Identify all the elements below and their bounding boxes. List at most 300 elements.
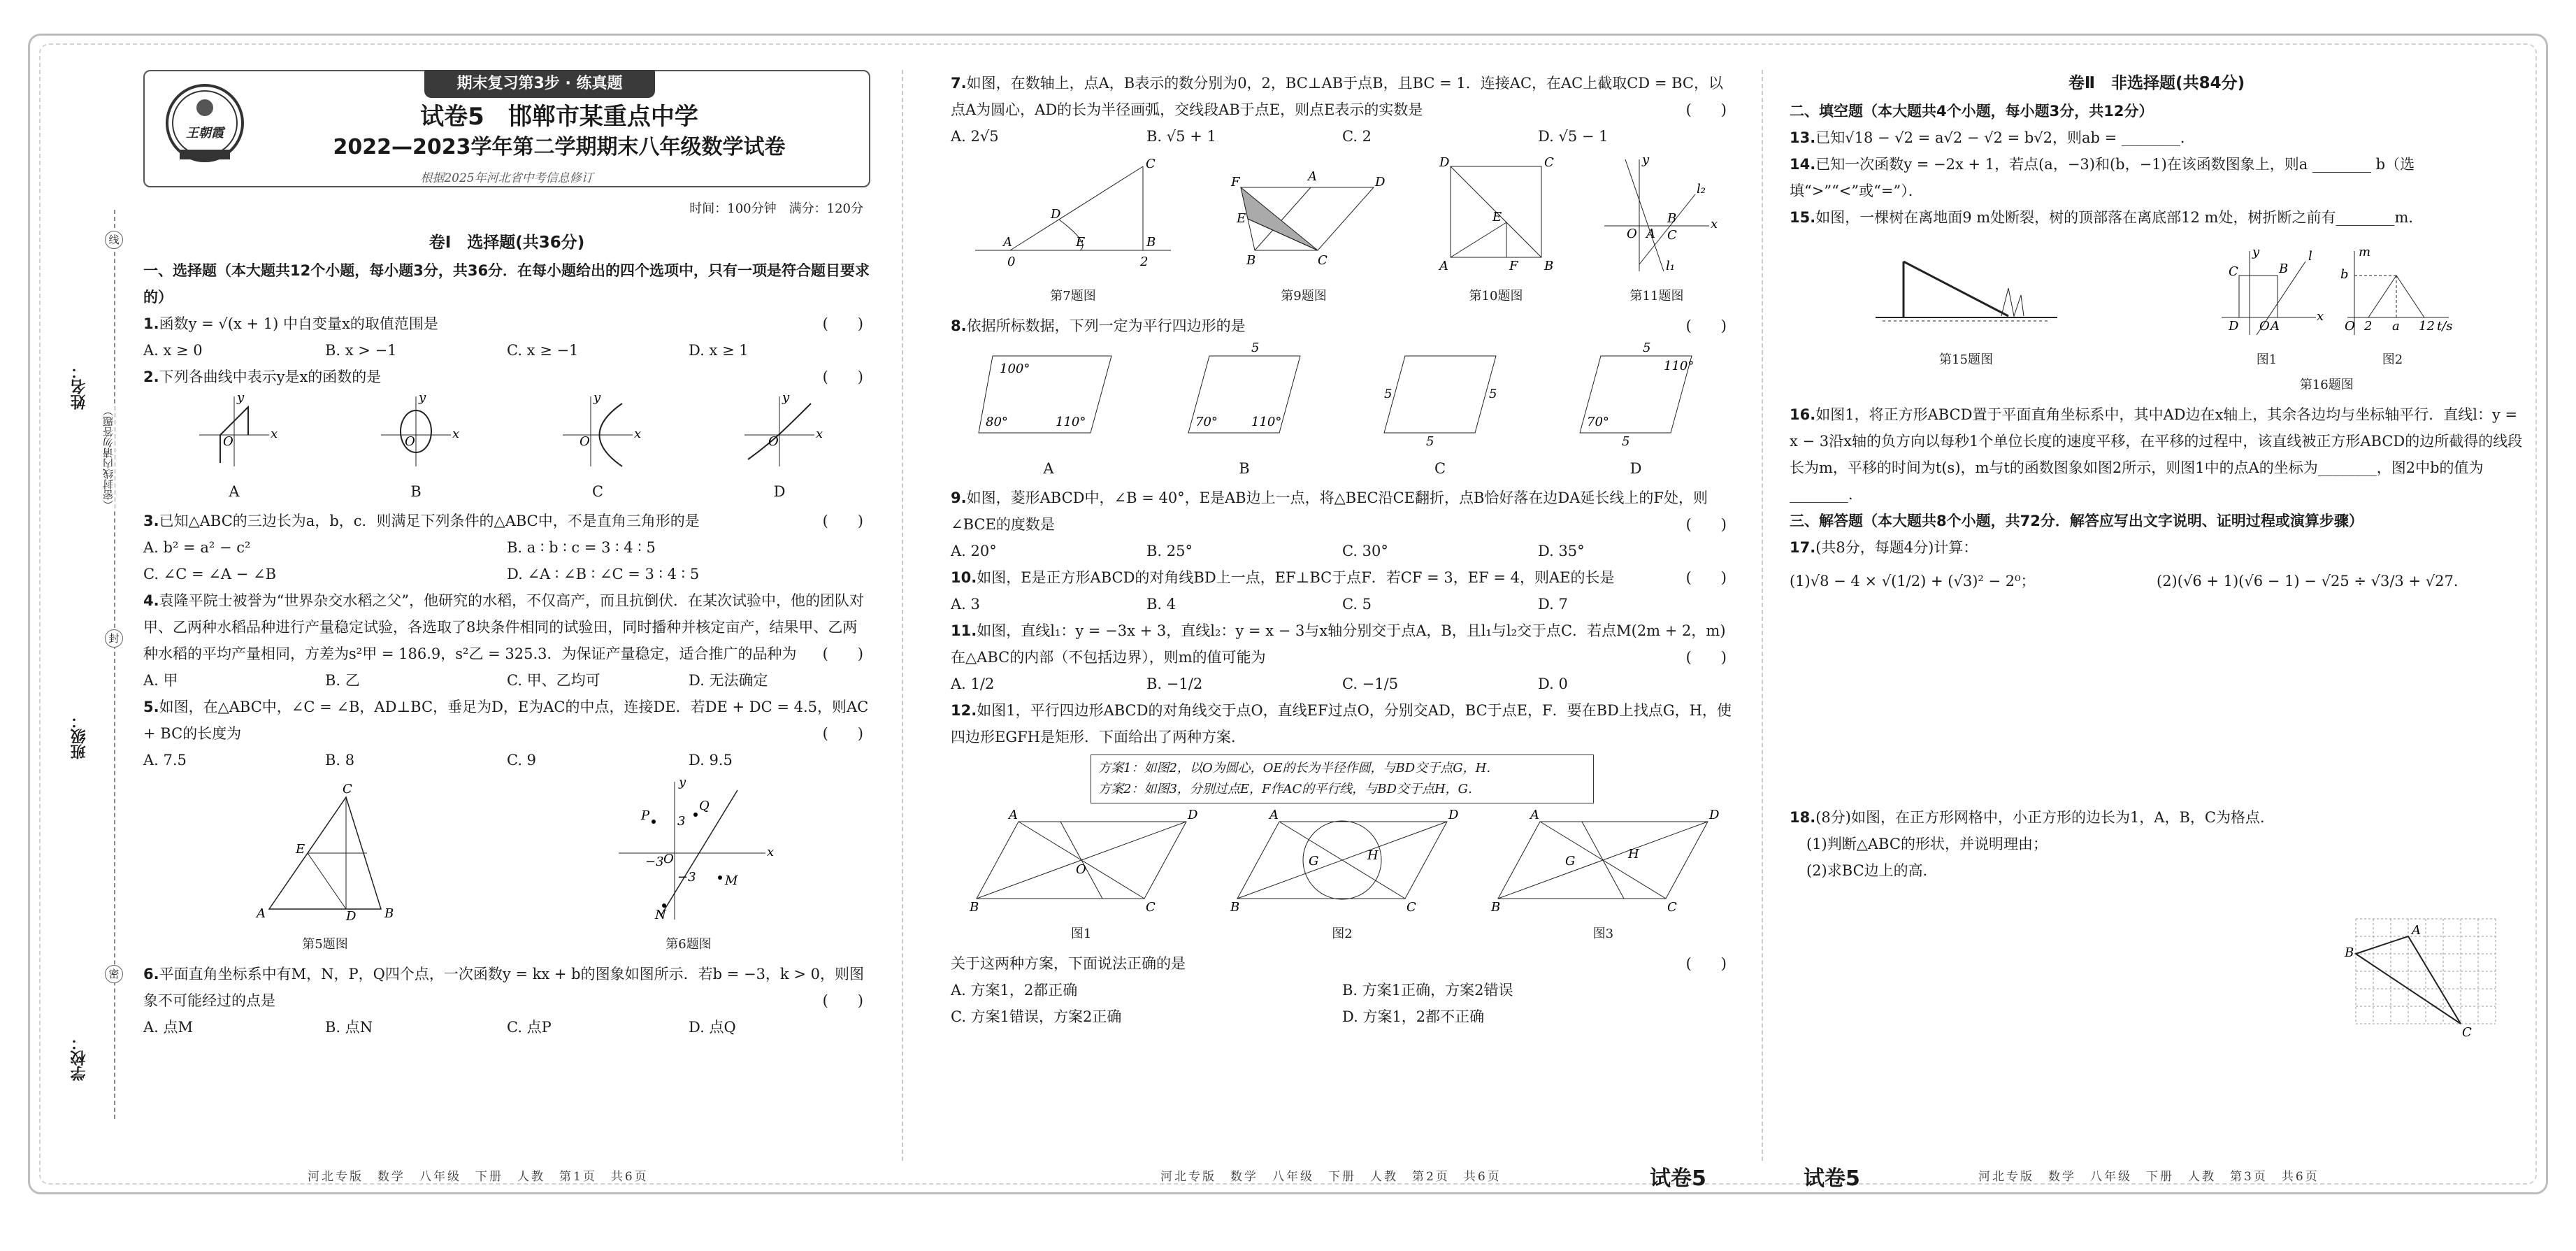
option-a[interactable]: A. 甲	[143, 672, 178, 689]
svg-text:G: G	[1308, 854, 1319, 868]
question-number: 15.	[1790, 209, 1816, 226]
svg-text:A: A	[1646, 227, 1655, 241]
option-c[interactable]: C. 甲、乙均可	[507, 672, 600, 689]
svg-text:80°: 80°	[986, 415, 1008, 429]
option-d[interactable]: D. 0	[1538, 675, 1568, 692]
question-10-options	[951, 591, 1734, 617]
option-a[interactable]: A	[1043, 460, 1054, 477]
figure-caption: 图1	[1070, 927, 1092, 941]
svg-text:A: A	[257, 906, 266, 921]
question-number: 4.	[143, 592, 159, 609]
page-footer: 河北专版 数学 八年级 下册 人教 第3页 共6页	[1978, 1170, 2319, 1184]
curve-graph-a	[192, 390, 278, 470]
option-c[interactable]: C. 5	[1342, 596, 1372, 613]
question-9: 9.如图，菱形ABCD中，∠B = 40°，E是AB边上一点，将△BEC沿CE翻折，点B恰好落在边DA延长线上的F处，则∠BCE的度数是 ( )	[951, 489, 1727, 533]
svg-text:B: B	[2278, 262, 2288, 276]
question-12	[951, 697, 1734, 750]
option-b[interactable]: B. √5 + 1	[1146, 128, 1216, 145]
svg-text:5: 5	[1622, 434, 1630, 449]
svg-text:l: l	[2308, 249, 2312, 264]
seal-mark: 封	[105, 629, 123, 648]
question-5-options	[143, 747, 870, 773]
svg-text:A: A	[1269, 808, 1279, 822]
square-figure	[1430, 152, 1562, 275]
question-text: 如图，一棵树在离地面9 m处断裂，树的顶部落在离底部12 m处，树折断之前有________m．	[1815, 209, 2424, 226]
question-number: 16.	[1790, 406, 1816, 423]
exam-header	[143, 70, 870, 187]
logo-seal	[164, 80, 245, 178]
question-number: 12.	[951, 702, 977, 719]
svg-text:B: B	[1146, 235, 1156, 250]
option-a[interactable]: A. 点M	[143, 1019, 194, 1036]
svg-text:110°: 110°	[1251, 415, 1282, 429]
svg-text:D: D	[1709, 808, 1720, 822]
question-text: 依据所标数据，下列一定为平行四边形的是	[966, 317, 1246, 334]
svg-text:D: D	[1187, 808, 1198, 822]
exam-label: 试卷5	[1650, 1166, 1706, 1191]
question-text: 下列各曲线中表示y是x的函数的是	[159, 369, 382, 385]
option-c[interactable]: C. 方案1错误，方案2正确	[951, 1008, 1122, 1025]
svg-text:−3: −3	[645, 855, 664, 869]
svg-text:E: E	[1492, 210, 1502, 224]
option-d[interactable]: D. √5 − 1	[1538, 128, 1609, 145]
question-18-figure-area	[1790, 884, 2524, 1045]
svg-text:D: D	[346, 909, 357, 924]
svg-text:x: x	[634, 427, 642, 441]
option-d[interactable]: D. 7	[1538, 596, 1568, 613]
svg-text:a: a	[2391, 319, 2400, 334]
quadrilateral-d	[1559, 342, 1713, 447]
svg-text:B: B	[1667, 211, 1677, 226]
parallelogram-figure-3	[1491, 808, 1720, 915]
question-text: 如图，E是正方形ABCD的对角线BD上一点，EF⊥BC于点F．若CF = 3，EF = 4，则AE的长是	[977, 569, 1615, 586]
triangle-figure	[241, 783, 409, 923]
svg-text:m: m	[2358, 245, 2370, 259]
option-b[interactable]: B. 25°	[1146, 543, 1193, 559]
coordinate-figure	[605, 775, 775, 923]
question-number: 9.	[951, 489, 967, 506]
option-c[interactable]: C. ∠C = ∠A − ∠B	[143, 566, 277, 582]
option-b[interactable]: B. −1/2	[1146, 675, 1203, 692]
svg-text:x: x	[2316, 309, 2324, 324]
parallelogram-figure-1	[969, 808, 1198, 915]
exam-title: 试卷5 邯郸市某重点中学	[420, 103, 698, 131]
section-2-instructions: 二、填空题（本大题共4个小题，每小题3分，共12分）	[1790, 103, 2154, 120]
svg-text:F: F	[1231, 175, 1240, 190]
question-number: 3.	[143, 513, 159, 529]
question-16-caption-row	[1790, 372, 2524, 399]
quadrilateral-c	[1363, 342, 1517, 447]
seal-mark: 密	[105, 965, 123, 983]
svg-text:5: 5	[1643, 341, 1651, 355]
question-text: (8分)如图，在正方形网格中，小正方形的边长为1，A，B，C为格点．	[1815, 809, 2275, 826]
figure-caption: 第11题图	[1629, 289, 1684, 303]
option-d[interactable]: D. 方案1，2都不正确	[1342, 1008, 1485, 1025]
svg-text:C: C	[2228, 264, 2238, 279]
svg-text:O: O	[2344, 319, 2355, 334]
sub-question-1: (1)判断△ABC的形状，并说明理由；	[1806, 836, 2048, 852]
question-3: 3.已知△ABC的三边长为a，b，c．则满足下列条件的△ABC中，不是直角三角形的是 ( )	[143, 513, 863, 529]
svg-text:B: B	[1491, 900, 1501, 915]
option-a[interactable]: A. b² = a² − c²	[143, 539, 251, 556]
svg-text:5: 5	[1489, 387, 1497, 401]
option-d[interactable]: D. 9.5	[689, 752, 733, 769]
question-5: 5.如图，在△ABC中，∠C = ∠B，AD⊥BC，垂足为D，E为AC的中点，连接DE．若DE + DC = 4.5，则AC + BC的长度为 ( )	[143, 699, 869, 742]
svg-text:100°: 100°	[1000, 362, 1030, 376]
svg-text:C: C	[1544, 155, 1554, 170]
option-d[interactable]: D. 无法确定	[689, 672, 768, 689]
question-4: 4.袁隆平院士被誉为“世界杂交水稻之父”，他研究的水稻，不仅高产，而且抗倒伏．在某次试验中，他的团队对甲、乙两种水稻品种进行产量稳定试验，各选取了8块条件相同的试验田，同时播种并核定亩产，结果甲、乙两种水稻的平均产量相同，方差为s²甲 = 186.9，s²乙 = 325.3．为保证产量稳定，适合推广的品种为 ( )	[143, 592, 865, 662]
review-banner: 期末复习第3步 · 练真题	[424, 70, 655, 98]
svg-text:D: D	[1375, 175, 1386, 190]
option-a[interactable]: A. 7.5	[143, 752, 187, 769]
question-12-prompt: 关于这两种方案，下面说法正确的是 ( )	[951, 955, 1727, 972]
question-number: 6.	[143, 966, 159, 982]
question-7-11-figures	[951, 152, 1734, 310]
lines-figure	[1597, 152, 1716, 275]
svg-text:5: 5	[1426, 434, 1434, 449]
svg-text:O: O	[580, 434, 590, 449]
page-3	[1790, 70, 2524, 1045]
svg-text:H: H	[1367, 848, 1379, 863]
question-text: 如图，直线l₁：y = −3x + 3，直线l₂：y = x − 3与x轴分别交于点A，B，且l₁与l₂交于点C．若点M(2m + 2，m)在△ABC的内部（不包括边界），则m的值可能为	[951, 622, 1726, 666]
question-8-figures	[951, 342, 1734, 482]
svg-text:B: B	[1246, 253, 1256, 268]
question-15	[1790, 204, 2524, 231]
svg-text:C: C	[1145, 900, 1156, 915]
svg-text:D: D	[1448, 808, 1459, 822]
question-2-figures	[143, 390, 870, 505]
svg-text:y: y	[2252, 245, 2259, 259]
parallelogram-figure-2	[1230, 808, 1459, 915]
svg-text:t/s: t/s	[2436, 319, 2453, 334]
svg-text:A: A	[2270, 319, 2280, 334]
svg-text:C: C	[1318, 253, 1327, 268]
option-a[interactable]: A. 2√5	[951, 128, 999, 145]
curve-graph-d	[737, 390, 823, 470]
section-1-instructions: 一、选择题（本大题共12个小题，每小题3分，共36分．在每小题给出的四个选项中，只有一项是符合题目要求的）	[143, 262, 870, 306]
svg-text:D: D	[2228, 319, 2238, 334]
question-text: (共8分，每题4分)计算：	[1815, 539, 1978, 556]
part-2-heading: 卷Ⅱ 非选择题(共84分)	[2068, 74, 2245, 92]
figure-caption: 第10题图	[1469, 289, 1523, 303]
option-d[interactable]: D. x ≥ 1	[689, 342, 749, 359]
svg-text:70°: 70°	[1587, 415, 1609, 429]
svg-text:C: C	[1667, 900, 1678, 915]
page-footer: 河北专版 数学 八年级 下册 人教 第1页 共6页	[308, 1170, 649, 1184]
school-label: 学校：	[71, 1035, 88, 1081]
svg-text:y: y	[593, 390, 601, 405]
svg-text:M: M	[725, 873, 738, 888]
plan-1: 方案1：如图2，以O为圆心，OE的长为半径作圆，与BD交于点G，H．	[1098, 761, 1499, 775]
svg-text:3: 3	[677, 814, 686, 829]
plans-box	[1091, 755, 1594, 803]
question-15-16-figures	[1790, 234, 2524, 373]
svg-text:70°: 70°	[1195, 415, 1218, 429]
sub-question-2: (2)求BC边上的高．	[1806, 862, 1938, 879]
question-text: 如图，在数轴上，点A，B表示的数分别为0，2，BC⊥AB于点B，且BC = 1．连接AC，在AC上截取CD = BC，以点A为圆心，AD的长为半径画弧，交线段AB于点E，则点E表示的实数是	[951, 75, 1723, 118]
figure-caption: 图1	[2256, 352, 2278, 367]
svg-text:A: A	[2412, 923, 2421, 938]
option-c[interactable]: C. x ≥ −1	[507, 342, 579, 359]
question-text: 如图，菱形ABCD中，∠B = 40°，E是AB边上一点，将△BEC沿CE翻折，点B恰好落在边DA延长线上的F处，则∠BCE的度数是	[951, 489, 1708, 533]
quadrilateral-a	[972, 342, 1125, 447]
answer-space	[1790, 594, 2524, 804]
svg-text:l₂: l₂	[1697, 182, 1706, 196]
option-c[interactable]: C. −1/5	[1342, 675, 1399, 692]
figure-caption: 图3	[1592, 927, 1614, 941]
question-8: 8.依据所标数据，下列一定为平行四边形的是 ( )	[951, 317, 1727, 334]
figure-caption: 图2	[2382, 352, 2403, 367]
question-2: 2.下列各曲线中表示y是x的函数的是 ( )	[143, 369, 863, 385]
column-divider	[1762, 70, 1763, 1161]
figure-caption: 第6题图	[665, 937, 712, 952]
question-1-options	[143, 337, 870, 364]
svg-text:O: O	[1627, 227, 1637, 241]
part-1-heading: 卷Ⅰ 选择题(共36分)	[429, 234, 585, 252]
question-17-expressions	[1790, 568, 2524, 594]
option-b[interactable]: B. 方案1正确，方案2错误	[1342, 982, 1513, 999]
svg-text:y: y	[1642, 152, 1650, 167]
option-c[interactable]: C. 点P	[507, 1019, 552, 1036]
svg-text:Q: Q	[699, 799, 710, 813]
svg-text:C: C	[1146, 157, 1156, 171]
question-7-options	[951, 123, 1734, 150]
number-line-figure	[968, 152, 1178, 275]
exam-label: 试卷5	[1804, 1166, 1860, 1191]
rhombus-figure	[1213, 152, 1395, 275]
option-a[interactable]: A. 方案1，2都正确	[951, 982, 1078, 999]
question-3-options	[143, 561, 870, 587]
question-text: 已知一次函数y = −2x + 1，若点(a，−3)和(b，−1)在该函数图象上，则a ________ b（选填“>”“<”或“=”）．	[1790, 156, 2415, 199]
question-6-options	[143, 1014, 870, 1041]
question-12-options	[951, 977, 1734, 1003]
option-c[interactable]: C. 2	[1342, 128, 1372, 145]
class-label: 班级：	[71, 713, 88, 759]
question-11: 11.如图，直线l₁：y = −3x + 3，直线l₂：y = x − 3与x轴分别交于点A，B，且l₁与l₂交于点C．若点M(2m + 2，m)在△ABC的内部（不包括边界），则m的值可能为 ( )	[951, 622, 1727, 666]
svg-text:5: 5	[1384, 387, 1393, 401]
question-text: 如图，在△ABC中，∠C = ∠B，AD⊥BC，垂足为D，E为AC的中点，连接DE．若DE + DC = 4.5，则AC + BC的长度为	[143, 699, 869, 742]
option-d[interactable]: D. ∠A ∶ ∠B ∶ ∠C = 3 ∶ 4 ∶ 5	[507, 566, 700, 582]
exam-time: 时间：100分钟 满分：120分	[689, 201, 863, 216]
question-number: 14.	[1790, 156, 1816, 173]
option-b[interactable]: B	[410, 483, 422, 500]
svg-text:A: A	[1003, 235, 1012, 250]
seal-hint: （密封线内请勿答题）	[102, 406, 115, 510]
question-text: 已知√18 − √2 = a√2 − √2 = b√2，则ab = ________．	[1815, 129, 2195, 146]
curve-graph-c	[556, 390, 642, 470]
question-4-options	[143, 667, 870, 694]
svg-text:F: F	[1509, 259, 1518, 273]
svg-text:H: H	[1628, 847, 1640, 862]
svg-text:x: x	[767, 845, 775, 859]
name-label: 姓名：	[71, 364, 88, 410]
option-c[interactable]: C. 30°	[1342, 543, 1388, 559]
question-number: 18.	[1790, 809, 1816, 826]
svg-text:P: P	[641, 808, 650, 823]
option-b[interactable]: B. 乙	[325, 672, 360, 689]
question-12-options	[951, 1003, 1734, 1030]
svg-text:A: A	[1439, 259, 1448, 273]
exam-subtitle: 2022—2023学年第二学期期末八年级数学试卷	[333, 135, 786, 159]
broken-tree-figure	[1862, 234, 2071, 338]
svg-text:A: A	[1308, 169, 1317, 184]
expression-1: (1)√8 − 4 × √(1/2) + (√3)² − 2⁰；	[1790, 573, 2036, 589]
question-number: 5.	[143, 699, 159, 715]
svg-text:x: x	[1711, 217, 1718, 231]
svg-text:E: E	[1237, 211, 1246, 226]
option-b[interactable]: B. a ∶ b ∶ c = 3 ∶ 4 ∶ 5	[507, 539, 656, 556]
question-text: 已知△ABC的三边长为a，b，c．则满足下列条件的△ABC中，不是直角三角形的是	[159, 513, 700, 529]
svg-text:2: 2	[2363, 319, 2372, 334]
svg-text:5: 5	[1251, 341, 1260, 355]
svg-text:N: N	[655, 908, 666, 922]
figure-caption: 第9题图	[1281, 289, 1327, 303]
question-number: 2.	[143, 369, 159, 385]
question-13	[1790, 124, 2524, 151]
expression-2: (2)(√6 + 1)(√6 − 1) − √25 ÷ √3/3 + √27．	[2157, 573, 2468, 589]
question-1: 1.函数y = √(x + 1) 中自变量x的取值范围是 ( )	[143, 315, 863, 332]
svg-text:C: C	[1667, 228, 1677, 243]
question-12-figures	[951, 808, 1734, 948]
svg-text:O: O	[1075, 862, 1086, 877]
question-number: 13.	[1790, 129, 1816, 146]
page-2	[951, 70, 1734, 1030]
question-text: 函数y = √(x + 1) 中自变量x的取值范围是	[159, 315, 438, 332]
option-b[interactable]: B. 4	[1146, 596, 1177, 613]
svg-text:O: O	[405, 434, 415, 449]
option-d[interactable]: D	[773, 483, 786, 500]
question-text: 如图1，平行四边形ABCD的对角线交于点O，直线EF过点O，分别交AD，BC于点E，F．要在BD上找点G，H，使四边形EGFH是矩形．下面给出了两种方案．	[951, 702, 1732, 745]
svg-text:B: B	[384, 906, 394, 921]
svg-text:B: B	[1230, 900, 1240, 915]
question-number: 7.	[951, 75, 967, 92]
figure-caption: 第16题图	[2299, 378, 2354, 392]
svg-text:D: D	[1051, 207, 1061, 222]
option-b[interactable]: B. 点N	[325, 1019, 373, 1036]
question-text: 关于这两种方案，下面说法正确的是	[951, 955, 1186, 972]
svg-text:O: O	[2259, 319, 2270, 334]
svg-text:B: B	[2345, 945, 2354, 960]
option-a[interactable]: A. 1/2	[951, 675, 995, 692]
grid-triangle-figure	[2342, 905, 2503, 1038]
question-16	[1790, 401, 2524, 508]
svg-text:−3: −3	[677, 870, 696, 885]
figure-caption: 第15题图	[1939, 352, 1993, 367]
option-b[interactable]: B. x > −1	[325, 342, 397, 359]
binding-strip	[69, 210, 124, 1119]
question-5-6-figures	[143, 776, 870, 958]
page-1	[143, 70, 870, 1041]
seal-mark: 线	[105, 231, 123, 249]
option-b[interactable]: B	[1239, 460, 1250, 477]
svg-text:y: y	[782, 390, 790, 405]
svg-text:E: E	[1076, 235, 1086, 250]
question-11-options	[951, 671, 1734, 697]
svg-text:y: y	[237, 390, 245, 405]
svg-text:l₁: l₁	[1666, 259, 1675, 273]
option-d[interactable]: D. 点Q	[689, 1019, 736, 1036]
question-3-options	[143, 534, 870, 561]
option-d[interactable]: D. 35°	[1538, 543, 1585, 559]
plan-2: 方案2：如图3，分别过点E，F作AC的平行线，与BD交于点H，G．	[1098, 782, 1481, 796]
page-footer: 河北专版 数学 八年级 下册 人教 第2页 共6页	[1160, 1170, 1502, 1184]
svg-text:O: O	[663, 852, 674, 866]
svg-text:x: x	[816, 427, 823, 441]
revision-note: 根据2025年河北省中考信息修订	[420, 171, 593, 185]
option-c[interactable]: C	[1434, 460, 1446, 477]
svg-text:王朝霞: 王朝霞	[186, 126, 224, 141]
question-text: 如图1，将正方形ABCD置于平面直角坐标系中，其中AD边在x轴上，其余各边均与坐标轴平行．直线l：y = x − 3沿x轴的负方向以每秒1个单位长度的速度平移，在平移的过程中，该直线被正方形ABCD的边所截得的线段长为m，平移的时间为t(s)，m与t的函数图象如图2所示，则图1中的点A的坐标为________，图2中b的值为________．	[1790, 406, 2523, 503]
curve-graph-b	[374, 390, 460, 470]
svg-text:x: x	[452, 427, 460, 441]
svg-text:y: y	[419, 390, 426, 405]
svg-text:110°: 110°	[1056, 415, 1086, 429]
question-17	[1790, 534, 2524, 561]
svg-text:110°: 110°	[1664, 359, 1694, 373]
option-a[interactable]: A	[229, 483, 240, 500]
svg-text:12: 12	[2418, 319, 2435, 334]
figure-caption: 图2	[1332, 927, 1353, 941]
svg-text:D: D	[1439, 155, 1450, 170]
question-number: 8.	[951, 317, 967, 334]
svg-text:O: O	[223, 434, 233, 449]
svg-text:B: B	[1544, 259, 1554, 273]
svg-text:C: C	[343, 782, 352, 796]
svg-text:C: C	[2462, 1025, 2472, 1040]
question-text: 袁隆平院士被誉为“世界杂交水稻之父”，他研究的水稻，不仅高产，而且抗倒伏．在某次试验中，他的团队对甲、乙两种水稻品种进行产量稳定试验，各选取了8块条件相同的试验田，同时播种并核定亩产，结果甲、乙两种水稻的平均产量相同，方差为s²甲 = 186.9，s²乙 = 325.3．为保证产量稳定，适合推广的品种为	[143, 592, 865, 662]
svg-text:b: b	[2340, 267, 2349, 282]
option-a[interactable]: A. x ≥ 0	[143, 342, 203, 359]
option-b[interactable]: B. 8	[325, 752, 355, 769]
question-number: 1.	[143, 315, 159, 332]
question-14	[1790, 151, 2524, 204]
question-number: 10.	[951, 569, 977, 586]
column-divider	[902, 70, 903, 1161]
svg-text:y: y	[679, 775, 686, 789]
svg-text:2: 2	[1140, 255, 1149, 269]
question-6: 6.平面直角坐标系中有M，N，P，Q四个点，一次函数y = kx + b的图象如图所示．若b = −3，k > 0，则图象不可能经过的点是 ( )	[143, 966, 864, 1009]
option-a[interactable]: A. 20°	[951, 543, 997, 559]
svg-text:A: A	[1008, 808, 1018, 822]
question-9-options	[951, 538, 1734, 564]
figure-caption: 第7题图	[1050, 289, 1096, 303]
question-18	[1790, 804, 2524, 831]
svg-text:C: C	[1406, 900, 1416, 915]
section-3-instructions: 三、解答题（本大题共8个小题，共72分．解答应写出文字说明、证明过程或演算步骤）	[1790, 513, 2363, 529]
option-a[interactable]: A. 3	[951, 596, 980, 613]
option-c[interactable]: C	[591, 483, 604, 500]
svg-text:x: x	[271, 427, 278, 441]
svg-text:O: O	[768, 434, 779, 449]
svg-text:0: 0	[1007, 255, 1016, 269]
svg-text:A: A	[1530, 808, 1540, 822]
question-10: 10.如图，E是正方形ABCD的对角线BD上一点，EF⊥BC于点F．若CF = 3，EF = 4，则AE的长是 ( )	[951, 569, 1727, 586]
option-c[interactable]: C. 9	[507, 752, 537, 769]
question-number: 17.	[1790, 539, 1816, 556]
question-number: 11.	[951, 622, 977, 639]
function-graph-figure	[2333, 245, 2453, 338]
figure-caption: 第5题图	[302, 937, 348, 952]
question-text: 平面直角坐标系中有M，N，P，Q四个点，一次函数y = kx + b的图象如图所示．若b = −3，k > 0，则图象不可能经过的点是	[143, 966, 864, 1009]
svg-text:E: E	[296, 842, 305, 857]
square-coordinate-figure	[2215, 245, 2324, 338]
quadrilateral-b	[1167, 342, 1321, 447]
question-7: 7.如图，在数轴上，点A，B表示的数分别为0，2，BC⊥AB于点B，且BC = 1．连接AC，在AC上截取CD = BC，以点A为圆心，AD的长为半径画弧，交线段AB于点E，则点E表示的实数是 ( )	[951, 75, 1727, 118]
option-d[interactable]: D	[1629, 460, 1642, 477]
svg-text:B: B	[969, 900, 979, 915]
svg-text:G: G	[1565, 854, 1576, 868]
